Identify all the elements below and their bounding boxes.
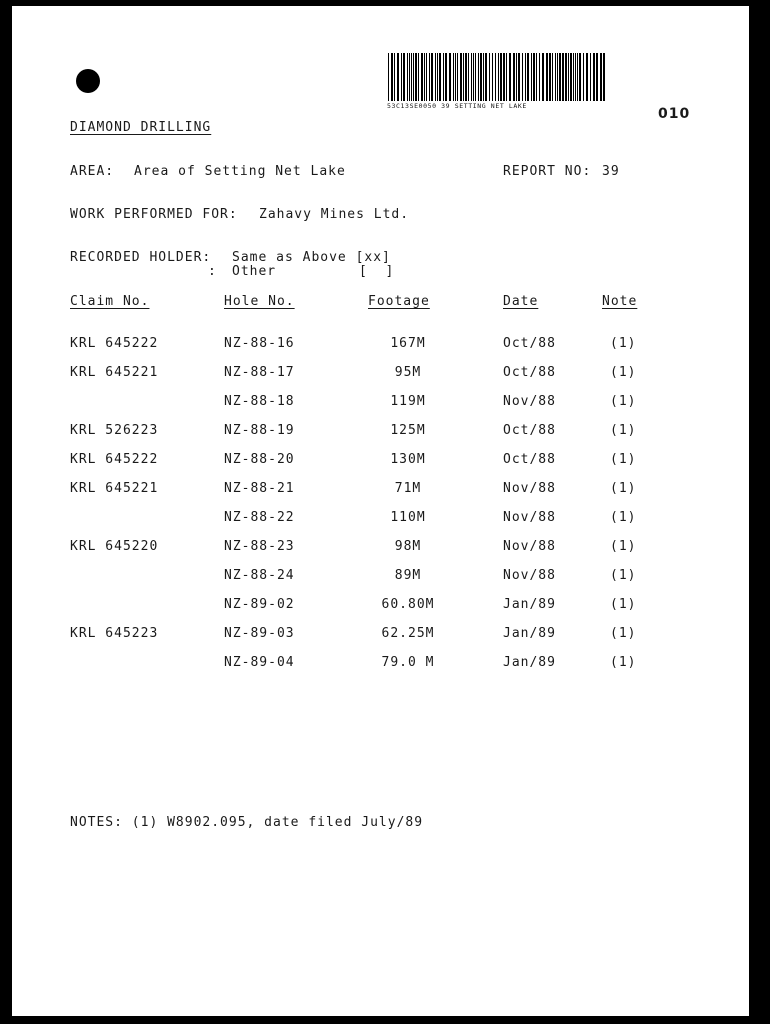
cell-note: (1) bbox=[610, 336, 637, 351]
report-value: 39 bbox=[602, 164, 620, 179]
cell-date: Jan/89 bbox=[503, 626, 556, 641]
cell-claim: KRL 645223 bbox=[70, 626, 159, 641]
recorded-holder-label: RECORDED HOLDER: bbox=[70, 250, 212, 265]
cell-hole: NZ-89-02 bbox=[224, 597, 295, 612]
cell-date: Jan/89 bbox=[503, 597, 556, 612]
holder-option-same: Same as Above [xx] bbox=[232, 250, 391, 265]
cell-note: (1) bbox=[610, 568, 637, 583]
cell-hole: NZ-88-17 bbox=[224, 365, 295, 380]
cell-date: Oct/88 bbox=[503, 336, 556, 351]
cell-note: (1) bbox=[610, 626, 637, 641]
cell-date: Nov/88 bbox=[503, 510, 556, 525]
cell-date: Oct/88 bbox=[503, 452, 556, 467]
cell-hole: NZ-88-19 bbox=[224, 423, 295, 438]
holder-colon: : bbox=[208, 264, 217, 279]
cell-footage: 62.25M bbox=[381, 626, 435, 641]
column-header-note: Note bbox=[602, 294, 638, 309]
column-header-hole: Hole No. bbox=[224, 294, 295, 309]
cell-hole: NZ-89-03 bbox=[224, 626, 295, 641]
cell-hole: NZ-88-22 bbox=[224, 510, 295, 525]
cell-note: (1) bbox=[610, 394, 637, 409]
work-performed-label: WORK PERFORMED FOR: bbox=[70, 207, 238, 222]
cell-footage: 110M bbox=[390, 510, 426, 525]
cell-hole: NZ-88-18 bbox=[224, 394, 295, 409]
cell-date: Oct/88 bbox=[503, 423, 556, 438]
cell-claim: KRL 645221 bbox=[70, 365, 159, 380]
cell-note: (1) bbox=[610, 655, 637, 670]
cell-date: Nov/88 bbox=[503, 539, 556, 554]
cell-footage: 71M bbox=[394, 481, 422, 496]
cell-date: Nov/88 bbox=[503, 394, 556, 409]
cell-footage: 119M bbox=[390, 394, 426, 409]
notes-line: NOTES: (1) W8902.095, date filed July/89 bbox=[70, 815, 424, 830]
cell-footage: 60.80M bbox=[381, 597, 435, 612]
area-label: AREA: bbox=[70, 164, 115, 179]
column-header-date: Date bbox=[503, 294, 539, 309]
cell-note: (1) bbox=[610, 597, 637, 612]
holder-option-other: Other bbox=[232, 264, 277, 279]
cell-note: (1) bbox=[610, 510, 637, 525]
cell-footage: 79.0 M bbox=[381, 655, 435, 670]
cell-claim: KRL 645220 bbox=[70, 539, 159, 554]
work-performed-value: Zahavy Mines Ltd. bbox=[259, 207, 410, 222]
cell-note: (1) bbox=[610, 539, 637, 554]
cell-footage: 98M bbox=[394, 539, 422, 554]
cell-note: (1) bbox=[610, 481, 637, 496]
cell-claim: KRL 526223 bbox=[70, 423, 159, 438]
cell-footage: 95M bbox=[394, 365, 422, 380]
cell-date: Oct/88 bbox=[503, 365, 556, 380]
column-header-claim: Claim No. bbox=[70, 294, 150, 309]
cell-date: Jan/89 bbox=[503, 655, 556, 670]
punch-hole-mark bbox=[76, 69, 100, 93]
cell-date: Nov/88 bbox=[503, 568, 556, 583]
page-number: 010 bbox=[658, 106, 691, 122]
cell-note: (1) bbox=[610, 423, 637, 438]
area-value: Area of Setting Net Lake bbox=[134, 164, 346, 179]
cell-note: (1) bbox=[610, 452, 637, 467]
cell-date: Nov/88 bbox=[503, 481, 556, 496]
cell-footage: 130M bbox=[390, 452, 426, 467]
column-header-footage: Footage bbox=[368, 294, 430, 309]
cell-claim: KRL 645222 bbox=[70, 336, 159, 351]
document-page bbox=[12, 6, 749, 1016]
cell-claim: KRL 645222 bbox=[70, 452, 159, 467]
cell-hole: NZ-88-23 bbox=[224, 539, 295, 554]
barcode-caption: 53C13SE0050 39 SETTING NET LAKE bbox=[387, 102, 527, 110]
holder-other-box: [ ] bbox=[359, 264, 395, 279]
cell-claim: KRL 645221 bbox=[70, 481, 159, 496]
cell-hole: NZ-88-21 bbox=[224, 481, 295, 496]
cell-hole: NZ-88-16 bbox=[224, 336, 295, 351]
document-title: DIAMOND DRILLING bbox=[70, 120, 212, 135]
cell-footage: 167M bbox=[390, 336, 426, 351]
cell-footage: 89M bbox=[394, 568, 422, 583]
cell-note: (1) bbox=[610, 365, 637, 380]
cell-footage: 125M bbox=[390, 423, 426, 438]
report-label: REPORT NO: bbox=[503, 164, 592, 179]
cell-hole: NZ-89-04 bbox=[224, 655, 295, 670]
cell-hole: NZ-88-24 bbox=[224, 568, 295, 583]
cell-hole: NZ-88-20 bbox=[224, 452, 295, 467]
barcode-image bbox=[388, 53, 606, 105]
